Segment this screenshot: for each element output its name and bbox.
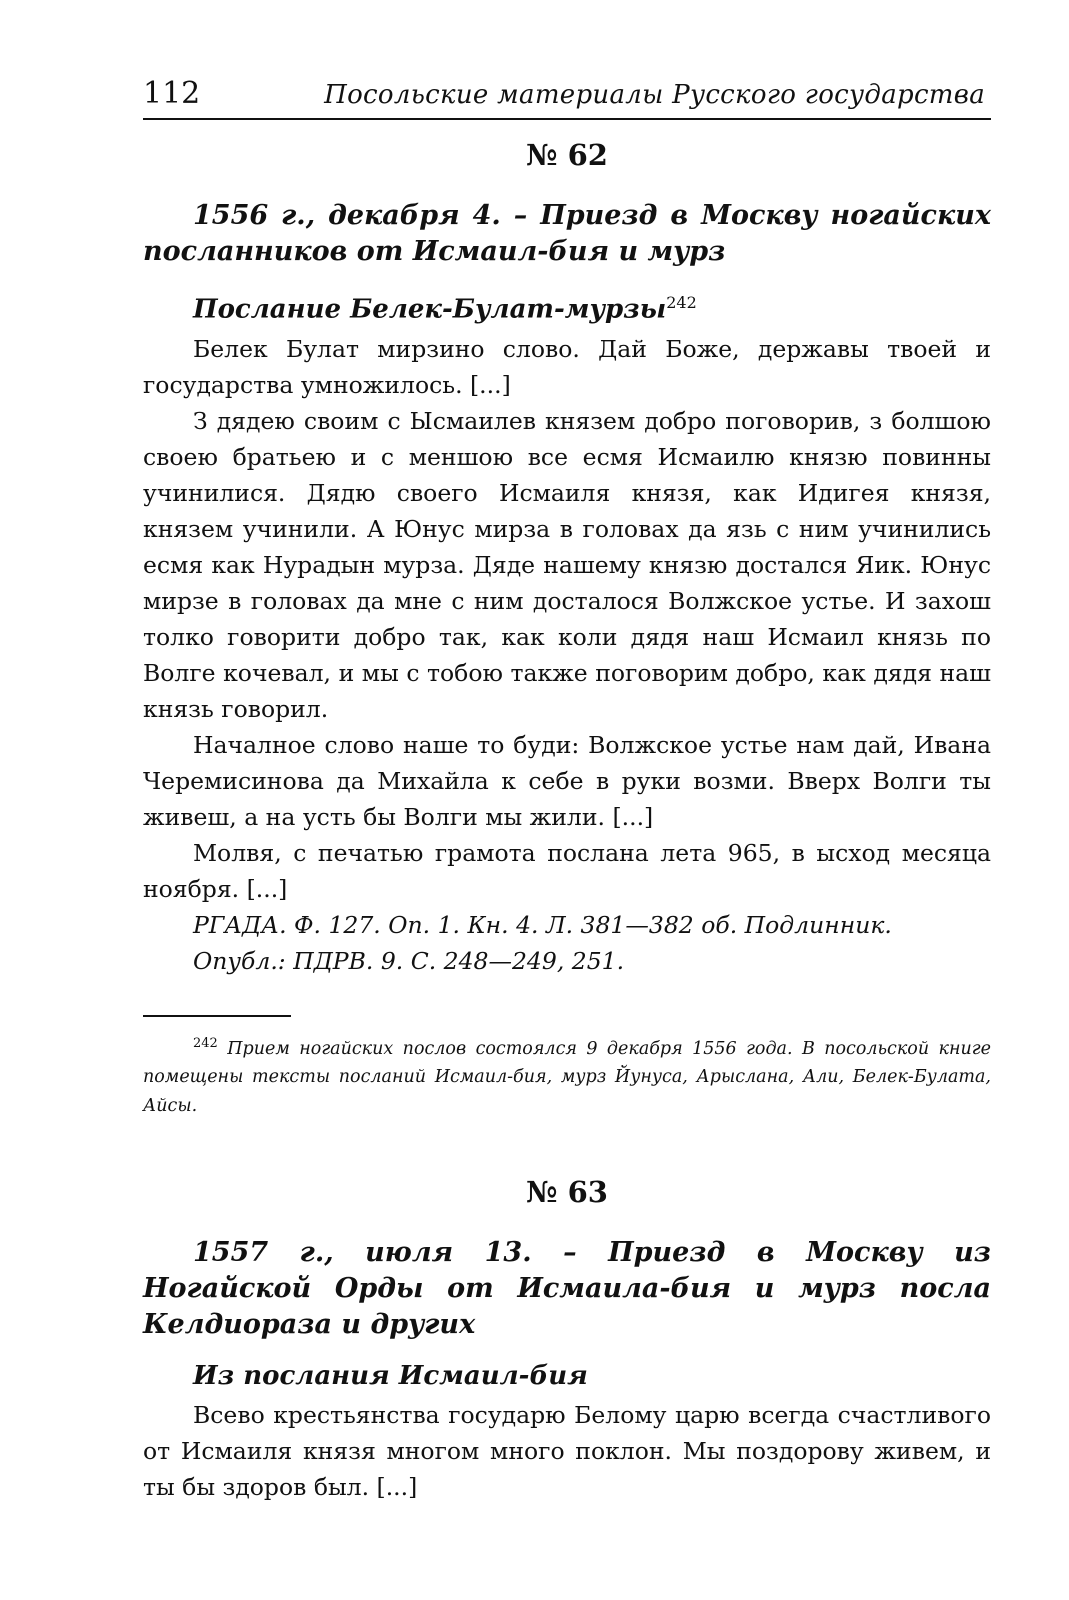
paragraph: Всево крестьянства государю Белому царю всегда счастливого от Исмаиля князя многом много поклон. Мы поздорову живем, и ты бы здоров был. [...]: [143, 1401, 991, 1502]
paragraph: Началное слово наше то буди: Волжское устье нам дай, Ивана Черемисинова да Михайла к себе в руки возми. Вверх Волги ты живеш, а на усть бы Волги мы жили. [...]: [143, 730, 991, 831]
publication-reference: Опубл.: ПДРВ. 9. С. 248—249, 251.: [193, 946, 625, 975]
document-number-62: № 62: [526, 138, 608, 172]
subheading-text: Послание Белек-Булат-мурзы: [193, 294, 667, 325]
document-heading-62: 1556 г., декабря 4. – Приезд в Москву ногайских посланников от Исмаил-бия и мурз: [143, 200, 991, 267]
document-heading-63: 1557 г., июля 13. – Приезд в Москву из Ногайской Орды от Исмаила-бия и мурз посла Келдиораза и других: [143, 1237, 991, 1341]
paragraph: Белек Булат мирзино слово. Дай Боже, державы твоей и государства умножилось. [...]: [143, 334, 991, 399]
running-title: Посольские материалы Русского государства: [324, 80, 985, 110]
document-subheading-63: Из послания Исмаил-бия: [193, 1361, 588, 1392]
footnote-divider: [143, 1015, 291, 1017]
footnote: [143, 1029, 991, 1122]
document-number-63: № 63: [526, 1175, 608, 1210]
paragraph: Молвя, с печатью грамота послана лета 965, в ысход месяца ноября. [...]: [143, 838, 991, 903]
footnote-text: Прием ногайских послов состоялся 9 декабря 1556 года. В посольской книге помещены тексты посланий Исмаил-бия, мурз Йунуса, Арыслана, Али, Белек-Булата, Айсы.: [143, 1038, 991, 1117]
footnote-number: 242: [193, 1035, 218, 1051]
document-subheading-62: [193, 286, 991, 327]
archive-reference: РГАДА. Ф. 127. Оп. 1. Кн. 4. Л. 381—382 об. Подлинник.: [193, 910, 892, 939]
page-number: 112: [143, 76, 201, 111]
footnote-reference: 242: [666, 293, 697, 312]
paragraph: З дядею своим с Ысмаилев князем добро поговорив, з болшою своею братьею и с меншою все есмя Исмаилю князю повинны учинилися. Дядю своего Исмаиля князя, как Идигея князя, князем учинили. А Юнус мирза в головах да язь с ним учинились есмя как Нурадын мурза. Дяде нашему князю достался Яик. Юнус мирзе в головах да мне с ним досталося Волжское устье. И захош толко говорити добро так, как коли дядя наш Исмаил князь по Волге кочевал, и мы с тобою также поговорим добро, как дядя наш князь говорил.: [143, 406, 991, 723]
page: [143, 70, 991, 1505]
page-header: [143, 70, 991, 120]
